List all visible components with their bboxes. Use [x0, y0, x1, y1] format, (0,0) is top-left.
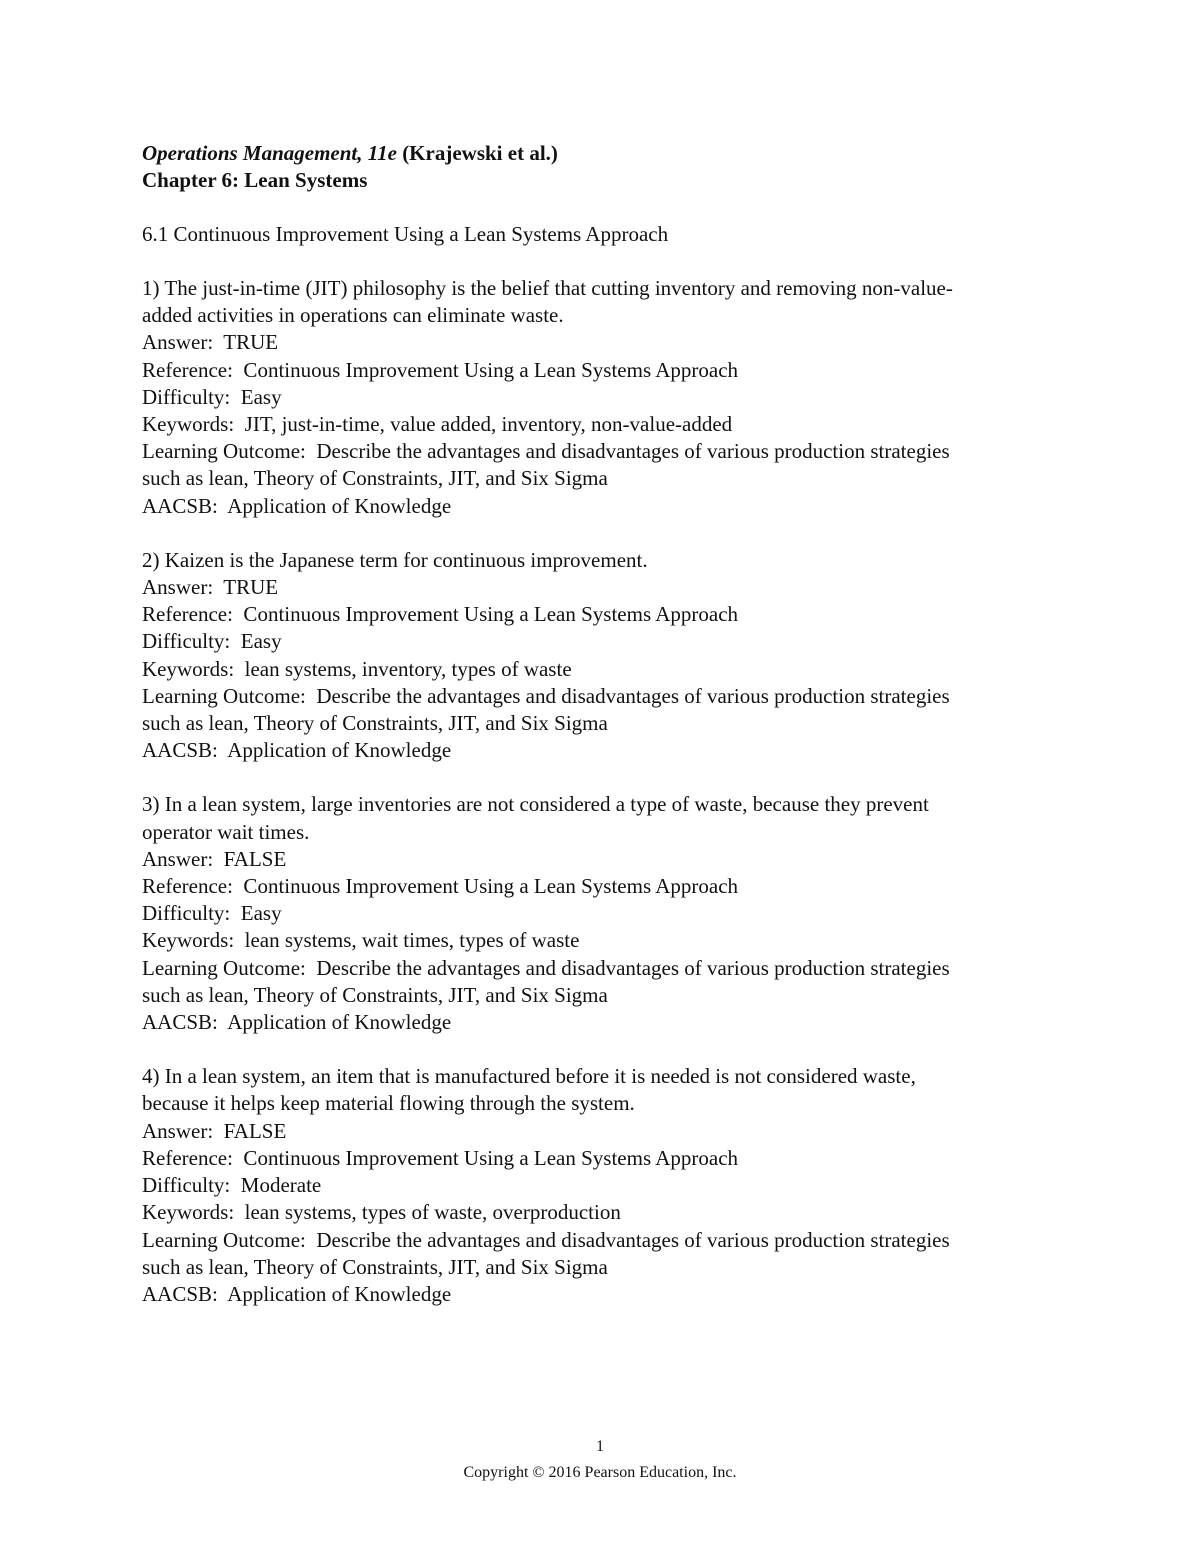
- aacsb-line: AACSB: Application of Knowledge: [142, 738, 452, 763]
- question-text-line: 1) The just-in-time (JIT) philosophy is the belief that cutting inventory and removing non-value-: [142, 276, 953, 300]
- book-title: Operations Management, 11e: [142, 141, 397, 165]
- keywords-line: Keywords: lean systems, types of waste, overproduction: [142, 1200, 621, 1225]
- question-4: [142, 1063, 1062, 1308]
- keywords-line: Keywords: lean systems, wait times, types of waste: [142, 928, 580, 953]
- difficulty-line: Difficulty: Easy: [142, 901, 282, 926]
- page-number: 1: [596, 1438, 604, 1455]
- chapter-title: Chapter 6: Lean Systems: [142, 168, 368, 192]
- learning-outcome-line: such as lean, Theory of Constraints, JIT, and Six Sigma: [142, 711, 608, 736]
- learning-outcome-line: such as lean, Theory of Constraints, JIT, and Six Sigma: [142, 466, 608, 491]
- question-text-line: operator wait times.: [142, 819, 310, 844]
- reference-line: Reference: Continuous Improvement Using a Lean Systems Approach: [142, 874, 739, 899]
- answer-line: Answer: FALSE: [142, 846, 287, 871]
- difficulty-line: Difficulty: Moderate: [142, 1173, 322, 1198]
- question-text-line: 3) In a lean system, large inventories are not considered a type of waste, because they prevent: [142, 792, 929, 817]
- aacsb-line: AACSB: Application of Knowledge: [142, 1010, 452, 1035]
- question-3: [142, 791, 1062, 1036]
- reference-line: Reference: Continuous Improvement Using a Lean Systems Approach: [142, 602, 739, 627]
- learning-outcome-line: such as lean, Theory of Constraints, JIT, and Six Sigma: [142, 1254, 608, 1279]
- difficulty-line: Difficulty: Easy: [142, 629, 282, 654]
- aacsb-line: AACSB: Application of Knowledge: [142, 1281, 452, 1306]
- question-text-line: 4) In a lean system, an item that is manufactured before it is needed is not considered waste,: [142, 1064, 916, 1089]
- difficulty-line: Difficulty: Easy: [142, 384, 282, 409]
- keywords-line: Keywords: JIT, just-in-time, value added, inventory, non-value-added: [142, 412, 733, 437]
- section-title: 6.1 Continuous Improvement Using a Lean Systems Approach: [142, 222, 669, 246]
- answer-line: Answer: TRUE: [142, 330, 279, 355]
- learning-outcome-line: such as lean, Theory of Constraints, JIT, and Six Sigma: [142, 982, 608, 1007]
- book-authors: (Krajewski et al.): [396, 141, 558, 165]
- reference-line: Reference: Continuous Improvement Using a Lean Systems Approach: [142, 357, 739, 382]
- aacsb-line: AACSB: Application of Knowledge: [142, 493, 452, 518]
- answer-line: Answer: FALSE: [142, 1118, 287, 1143]
- book-title-line: [142, 140, 1062, 167]
- question-text-line: because it helps keep material flowing through the system.: [142, 1091, 635, 1116]
- question-text-line: 2) Kaizen is the Japanese term for continuous improvement.: [142, 547, 648, 572]
- document-page: [142, 140, 1062, 1308]
- question-2: [142, 547, 1062, 765]
- learning-outcome-line: Learning Outcome: Describe the advantages and disadvantages of various production strategies: [142, 955, 950, 980]
- reference-line: Reference: Continuous Improvement Using a Lean Systems Approach: [142, 1145, 739, 1170]
- copyright-notice: Copyright © 2016 Pearson Education, Inc.: [463, 1464, 737, 1481]
- question-1: [142, 275, 1062, 520]
- answer-line: Answer: TRUE: [142, 575, 279, 600]
- question-text-line: added activities in operations can eliminate waste.: [142, 303, 564, 328]
- learning-outcome-line: Learning Outcome: Describe the advantages and disadvantages of various production strategies: [142, 1227, 950, 1252]
- keywords-line: Keywords: lean systems, inventory, types of waste: [142, 656, 572, 681]
- learning-outcome-line: Learning Outcome: Describe the advantages and disadvantages of various production strategies: [142, 439, 950, 464]
- learning-outcome-line: Learning Outcome: Describe the advantages and disadvantages of various production strategies: [142, 683, 950, 708]
